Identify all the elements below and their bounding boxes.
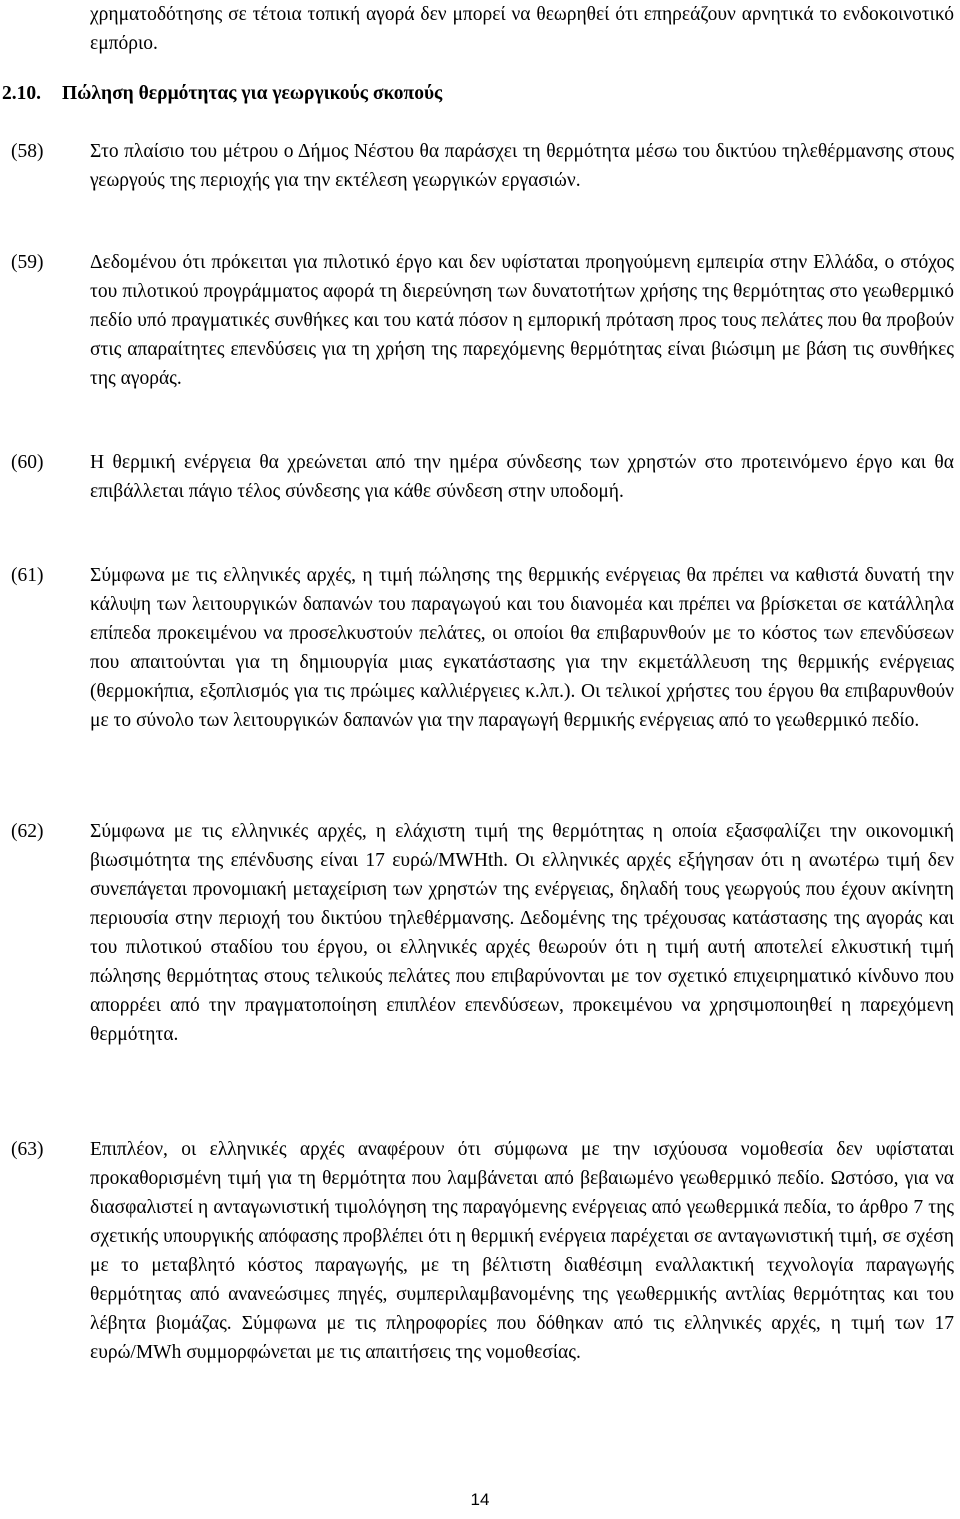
paragraph-number: (59) xyxy=(11,252,44,273)
paragraph-text: Δεδομένου ότι πρόκειται για πιλοτικό έργο και δεν υφίσταται προηγούμενη εμπειρία στην Ελλάδα, ο στόχος του πιλοτικού προγράμματος αφορά τη διερεύνηση των δυνατοτήτων χρήσης της θερμότητας στο γεωθερμικό πεδίο υπό πραγματικές συνθήκες και του κατά πόσον η εμπορική πρόταση προς τους πελάτες που θα προβούν στις απαραίτητες επενδύσεις για τη χρήση της παρεχόμενης θερμότητας είναι βιώσιμη με βάση τις συνθήκες της αγοράς. xyxy=(90,252,954,389)
paragraph-text: Στο πλαίσιο του μέτρου ο Δήμος Νέστου θα παράσχει τη θερμότητα μέσω του δικτύου τηλεθέρμανσης στους γεωργούς της περιοχής για την εκτέλεση γεωργικών εργασιών. xyxy=(90,141,954,191)
paragraph-text: Επιπλέον, οι ελληνικές αρχές αναφέρουν ότι σύμφωνα με την ισχύουσα νομοθεσία δεν υφίσταται προκαθορισμένη τιμή για τη θερμότητα που λαμβάνεται από βεβαιωμένο γεωθερμικό πεδίο. Ωστόσο, για να διασφαλιστεί η ανταγωνιστική τιμολόγηση της παραγόμενης ενέργειας από γεωθερμικά πεδία, το άρθρο 7 της σχετικής υπουργικής απόφασης προβλέπει ότι η θερμική ενέργεια παρέχεται σε ανταγωνιστική τιμή, σε σχέση με το μεταβλητό κόστος παραγωγής, με τη βέλτιστη διαθέσιμη εναλλακτική τεχνολογία παραγωγής θερμότητας από ανανεώσιμες πηγές, συμπεριλαμβανομένης της γεωθερμικής αντλίας θερμότητας και του λέβητα βιομάζας. Σύμφωνα με τις πληροφορίες που δόθηκαν από τις ελληνικές αρχές, η τιμή των 17 ευρώ/MWh συμμορφώνεται με τις απαιτήσεις της νομοθεσίας. xyxy=(90,1139,954,1363)
paragraph-number: (58) xyxy=(11,141,44,162)
paragraph-text: Σύμφωνα με τις ελληνικές αρχές, η τιμή πώλησης της θερμικής ενέργειας θα πρέπει να καθιστά δυνατή την κάλυψη των λειτουργικών δαπανών του παραγωγού και του διανομέα και πρέπει να βρίσκεται σε κατάλληλα επίπεδα προκειμένου να προσελκυστούν πελάτες, οι οποίοι θα επιβαρυνθούν με το κόστος των επενδύσεων που απαιτούνται για τη δημιουργία μιας εγκατάστασης για την εκμετάλλευση της θερμικής ενέργειας (θερμοκήπια, εξοπλισμός για τις πρώιμες καλλιέργειες κ.λπ.). Οι τελικοί χρήστες του έργου θα επιβαρυνθούν με το σύνολο των λειτουργικών δαπανών για την παραγωγή θερμικής ενέργειας από το γεωθερμικό πεδίο. xyxy=(90,565,954,731)
paragraph-number: (61) xyxy=(11,565,44,586)
paragraph-number: (60) xyxy=(11,452,44,473)
section-heading xyxy=(2,79,442,108)
lead-paragraph: χρηματοδότησης σε τέτοια τοπική αγορά δεν μπορεί να θεωρηθεί ότι επηρεάζουν αρνητικά το ενδοκοινοτικό εμπόριο. xyxy=(90,4,954,54)
section-number: 2.10. xyxy=(2,83,41,104)
paragraph-number: (62) xyxy=(11,821,44,842)
page-number: 14 xyxy=(470,1490,490,1509)
paragraph-text: Σύμφωνα με τις ελληνικές αρχές, η ελάχιστη τιμή της θερμότητας η οποία εξασφαλίζει την οικονομική βιωσιμότητα της επένδυσης είναι 17 ευρώ/MWHth. Οι ελληνικές αρχές εξήγησαν ότι η ανωτέρω τιμή δεν συνεπάγεται προνομιακή μεταχείριση των χρηστών της ενέργειας, δηλαδή τους γεωργούς που έχουν ακίνητη περιουσία στην περιοχή του δικτύου τηλεθέρμανσης. Δεδομένης της τρέχουσας κατάστασης της αγοράς και του πιλοτικού σταδίου του έργου, οι ελληνικές αρχές θεωρούν ότι η τιμή αυτή αποτελεί ελκυστική τιμή πώλησης θερμότητας στους τελικούς πελάτες που επιβαρύνονται με τον σχετικό επιχειρηματικό κίνδυνο που απορρέει από την πραγματοποίηση επιπλέον επενδύσεων, προκειμένου να χρησιμοποιηθεί η παρεχόμενη θερμότητα. xyxy=(90,821,954,1045)
paragraph-number: (63) xyxy=(11,1139,44,1160)
paragraph-text: Η θερμική ενέργεια θα χρεώνεται από την ημέρα σύνδεσης των χρηστών στο προτεινόμενο έργο και θα επιβάλλεται πάγιο τέλος σύνδεσης για κάθε σύνδεση στην υποδομή. xyxy=(90,452,954,502)
section-title: Πώληση θερμότητας για γεωργικούς σκοπούς xyxy=(62,83,443,104)
